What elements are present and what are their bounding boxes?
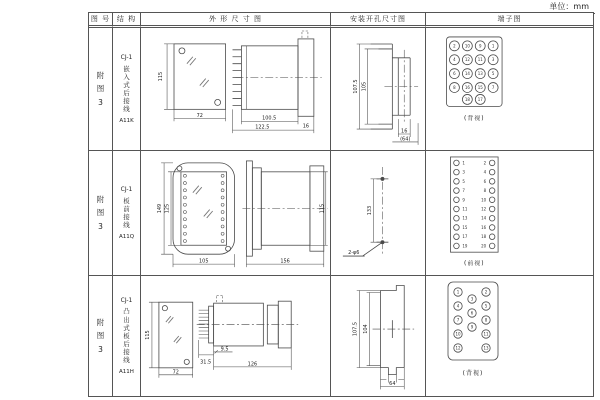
dim-plate-height: 149 [157, 203, 164, 214]
install-cell-row3 [331, 276, 426, 396]
svg-text:6: 6 [470, 310, 474, 316]
dim-width: 72 [196, 112, 203, 119]
dim-depth-body: 100.5 [262, 115, 277, 122]
svg-text:13: 13 [483, 345, 489, 351]
type-code: A11K [119, 118, 134, 125]
dim-cutout-outer: 107.5 [353, 79, 360, 94]
terminal-cell-row2 [426, 151, 593, 276]
hole-spec-label: 2-φ6 [348, 250, 360, 257]
svg-text:2: 2 [484, 289, 488, 295]
figure-cell-row3 [89, 276, 113, 396]
svg-text:19: 19 [462, 243, 468, 249]
svg-text:12: 12 [455, 345, 461, 351]
svg-text:5: 5 [491, 71, 495, 77]
terminal-pins-rear [454, 288, 490, 352]
terminal-diagram-row1 [426, 28, 593, 150]
outline-diagram-row3 [141, 276, 330, 396]
model-label: CJ-1 [120, 53, 133, 61]
install-diagram-row3 [331, 276, 425, 396]
dim-depth: 156 [280, 258, 290, 265]
dim-side-height: 115 [319, 203, 326, 214]
svg-text:7: 7 [491, 84, 495, 90]
svg-text:11: 11 [462, 206, 468, 212]
svg-text:17: 17 [462, 234, 468, 240]
view-label: (背视) [462, 370, 484, 377]
svg-text:9: 9 [478, 43, 482, 49]
type-code: A11Q [118, 233, 135, 240]
figure-cell-row2 [89, 151, 113, 276]
header-terminal: 端子图 [426, 13, 593, 28]
dim-width: 105 [199, 258, 209, 265]
svg-text:20: 20 [481, 243, 487, 249]
outline-diagram-row2 [141, 151, 330, 275]
dim-width: 64 [389, 380, 396, 387]
mount-type: 凸 出 式 板 后 接 线 [123, 307, 130, 365]
structure-cell-row1 [113, 28, 141, 151]
outline-diagram-row1 [141, 28, 330, 150]
dim-notch: 16 [401, 128, 408, 135]
figure-no: 附 图 3 [96, 317, 105, 354]
svg-text:4: 4 [453, 57, 456, 63]
figure-cell-row1 [89, 28, 113, 151]
mount-type: 嵌 入 式 后 接 线 [123, 64, 130, 113]
dim-outer-height: 107.5 [352, 322, 359, 337]
svg-text:12: 12 [481, 206, 487, 212]
svg-text:9: 9 [462, 197, 465, 203]
svg-text:13: 13 [462, 215, 468, 221]
svg-text:3: 3 [462, 169, 465, 175]
dim-flange: 16 [302, 123, 310, 130]
terminal-pins-rear [449, 41, 498, 104]
svg-text:16: 16 [481, 224, 487, 230]
install-diagram-row2 [331, 151, 425, 275]
svg-text:9: 9 [470, 324, 474, 330]
terminal-pins-front [454, 160, 495, 249]
svg-text:5: 5 [462, 178, 465, 184]
svg-text:4: 4 [456, 303, 460, 309]
spec-table [88, 12, 594, 397]
dim-depth-total: 126 [247, 361, 258, 368]
mount-type: 板 前 接 线 [123, 196, 130, 229]
svg-text:18: 18 [481, 234, 487, 240]
svg-text:8: 8 [453, 84, 456, 90]
terminal-diagram-row2 [426, 151, 593, 275]
dim-offset: 9.5 [220, 346, 229, 353]
svg-text:10: 10 [464, 43, 470, 49]
svg-text:4: 4 [483, 169, 487, 175]
model-label: CJ-1 [120, 296, 133, 304]
dim-hole-pitch: 133 [367, 205, 374, 216]
header-install-dim: 安装开孔尺寸图 [331, 13, 426, 28]
svg-text:3: 3 [470, 296, 474, 302]
type-code: A11H [119, 369, 134, 376]
svg-text:14: 14 [464, 71, 470, 77]
install-diagram-row1 [331, 28, 425, 150]
install-cell-row1 [331, 28, 426, 151]
svg-text:6: 6 [453, 71, 456, 77]
svg-text:12: 12 [464, 57, 470, 63]
svg-text:13: 13 [477, 71, 483, 77]
svg-text:11: 11 [483, 331, 489, 337]
dim-cutout-width: (64) [400, 136, 411, 143]
svg-text:7: 7 [456, 317, 460, 323]
figure-no: 附 图 3 [96, 70, 105, 107]
svg-text:7: 7 [462, 188, 465, 194]
dim-height: 115 [158, 71, 165, 82]
svg-text:17: 17 [477, 96, 483, 102]
structure-cell-row3 [113, 276, 141, 396]
svg-text:15: 15 [477, 84, 483, 90]
svg-text:2: 2 [453, 43, 456, 49]
header-figure-no: 图 号 [89, 13, 113, 28]
dim-depth-total: 122.5 [255, 124, 270, 131]
dim-width: 72 [172, 369, 179, 376]
svg-text:1: 1 [462, 160, 465, 166]
install-cell-row2 [331, 151, 426, 276]
terminal-diagram-row3 [426, 276, 593, 396]
svg-text:8: 8 [483, 188, 487, 194]
structure-cell-row2 [113, 151, 141, 276]
svg-text:15: 15 [462, 224, 468, 230]
dim-inner-height: 104 [362, 324, 369, 334]
dim-pin-depth: 31.5 [200, 359, 212, 366]
model-label: CJ-1 [120, 186, 133, 194]
svg-text:11: 11 [477, 57, 483, 63]
svg-text:5: 5 [484, 303, 488, 309]
svg-text:10: 10 [455, 331, 461, 337]
outline-cell-row1 [141, 28, 331, 151]
svg-text:6: 6 [483, 178, 487, 184]
unit-label: 单位：mm [539, 1, 595, 14]
svg-text:10: 10 [481, 197, 487, 203]
view-label: (前视) [464, 260, 485, 268]
terminal-cell-row1 [426, 28, 593, 151]
svg-text:2: 2 [483, 160, 487, 166]
header-outline-dim: 外 形 尺 寸 图 [141, 13, 331, 28]
terminal-cell-row3 [426, 276, 593, 396]
outline-cell-row2 [141, 151, 331, 276]
svg-text:18: 18 [464, 96, 470, 102]
figure-no: 附 图 3 [96, 194, 105, 231]
svg-text:3: 3 [491, 57, 495, 63]
dim-height: 115 [144, 330, 151, 340]
dim-body-height: 125 [164, 203, 171, 214]
svg-text:8: 8 [484, 317, 488, 323]
svg-text:1: 1 [491, 43, 495, 49]
view-label: (背视) [464, 115, 485, 123]
dim-cutout-inner: 105 [361, 81, 368, 92]
header-structure: 结 构 [113, 13, 141, 28]
outline-cell-row3 [141, 276, 331, 396]
svg-text:1: 1 [456, 289, 460, 295]
svg-text:16: 16 [464, 84, 470, 90]
svg-text:14: 14 [481, 215, 487, 221]
